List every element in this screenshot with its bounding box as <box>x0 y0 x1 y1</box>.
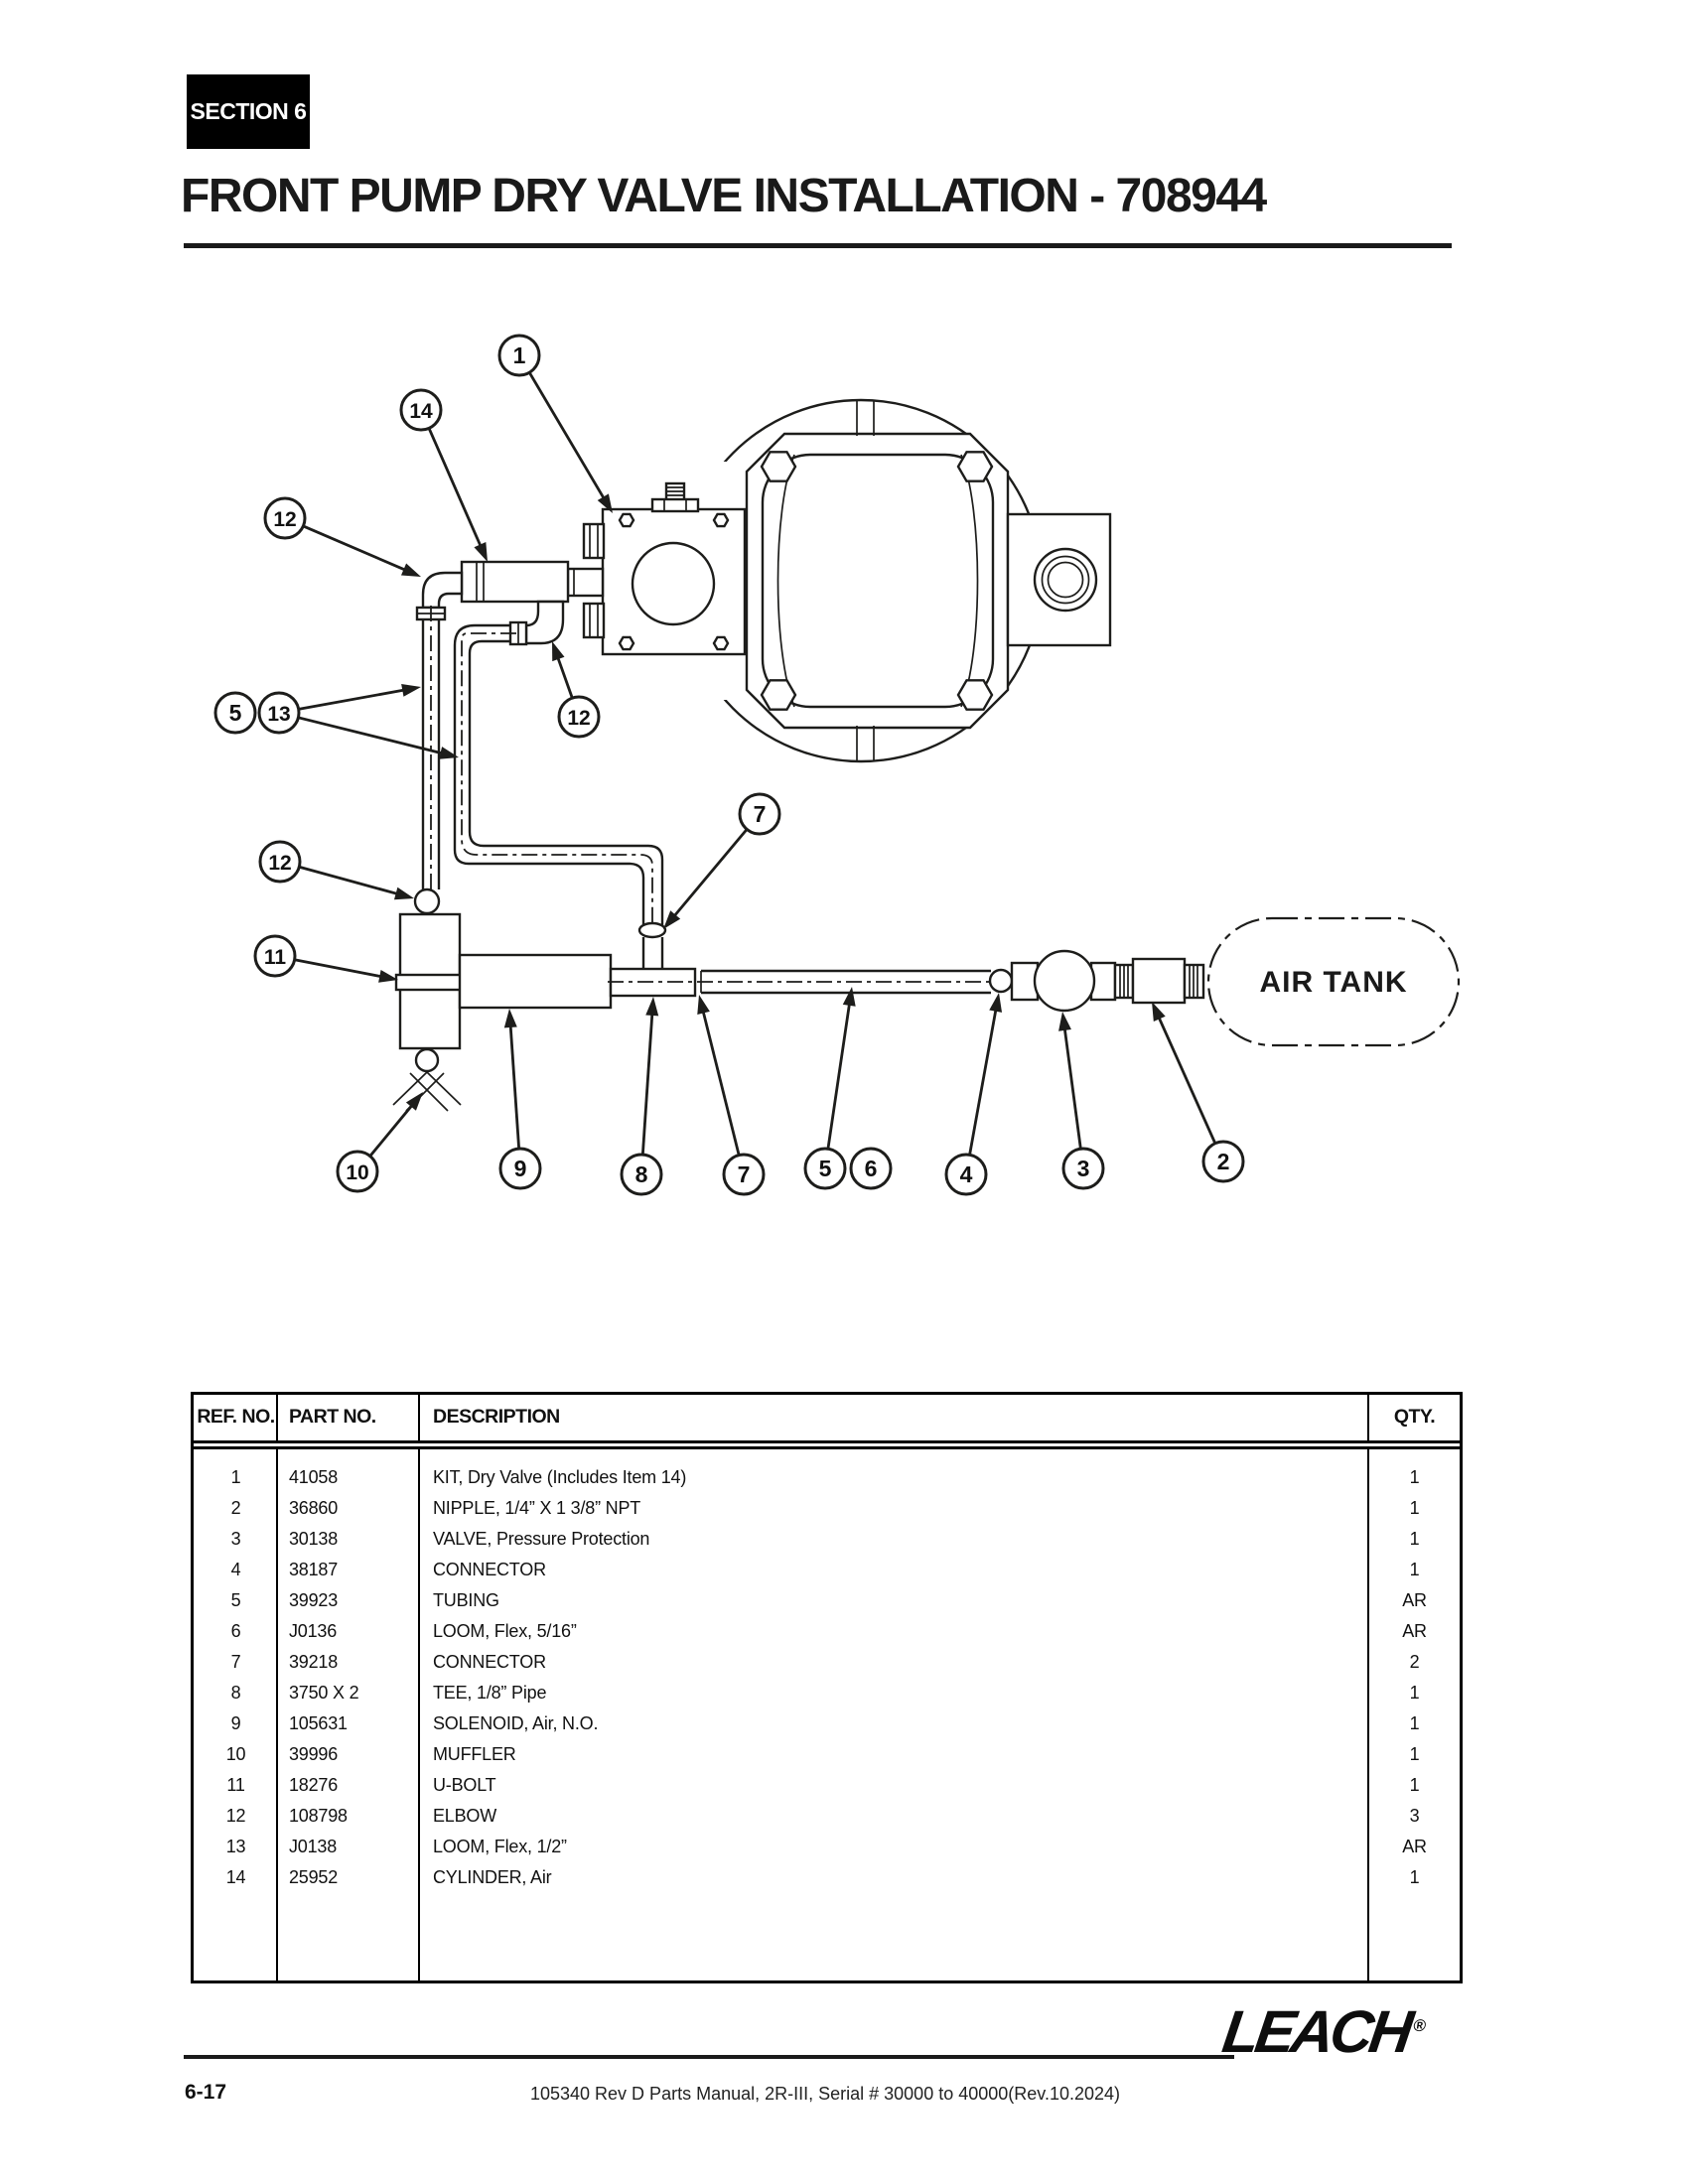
callout-number: 14 <box>409 400 433 423</box>
callout-number: 5 <box>818 1156 832 1181</box>
table-row <box>194 1832 1460 1862</box>
column-header: QTY. <box>1393 1406 1436 1428</box>
table-cell: 1 <box>1409 1498 1420 1518</box>
table-cell: 1 <box>1409 1683 1420 1703</box>
table-cell: LOOM, Flex, 1/2” <box>433 1837 567 1856</box>
table-row <box>194 1585 1460 1616</box>
leader-line <box>429 428 482 549</box>
table-cell: CONNECTOR <box>433 1652 546 1672</box>
table-cell: 11 <box>226 1775 245 1795</box>
arrowhead-icon <box>645 997 658 1016</box>
table-cell: KIT, Dry Valve (Includes Item 14) <box>433 1467 687 1487</box>
arrowhead-icon <box>989 993 1002 1013</box>
table-row <box>194 1462 1460 1493</box>
table-cell: SOLENOID, Air, N.O. <box>433 1713 599 1733</box>
table-cell: 13 <box>225 1837 246 1856</box>
registered-mark-icon: ® <box>1412 2016 1428 2035</box>
table-cell: AR <box>1402 1590 1427 1610</box>
table-cell: NIPPLE, 1/4” X 1 3/8” NPT <box>433 1498 641 1518</box>
table-cell: 8 <box>230 1683 241 1703</box>
connector-fitting <box>639 923 665 937</box>
table-cell: 25952 <box>289 1867 339 1887</box>
table-cell: 5 <box>230 1590 241 1610</box>
callout-number: 7 <box>737 1161 751 1187</box>
solenoid-coil <box>460 955 611 1008</box>
leader-line <box>642 1011 652 1155</box>
leader-line <box>510 1023 519 1149</box>
screw-hex-icon <box>620 637 633 649</box>
table-cell: 2 <box>230 1498 241 1518</box>
table-cell: J0136 <box>289 1621 338 1641</box>
table-cell: 12 <box>225 1806 246 1826</box>
callout-number: 9 <box>513 1156 527 1181</box>
table-cell: TUBING <box>433 1590 499 1610</box>
leader-line <box>529 372 606 501</box>
bolt-nut <box>652 499 698 511</box>
arrowhead-icon <box>394 887 414 900</box>
column-header: PART NO. <box>278 1395 420 1440</box>
u-bolt <box>396 975 464 990</box>
table-cell: U-BOLT <box>433 1775 496 1795</box>
table-row <box>194 1524 1460 1555</box>
callout-number: 12 <box>273 508 297 531</box>
arrowhead-icon <box>697 995 710 1015</box>
table-cell: 39218 <box>289 1652 339 1672</box>
table-cell: 36860 <box>289 1498 339 1518</box>
arrowhead-icon <box>401 684 421 697</box>
footer-rule <box>184 2055 1234 2059</box>
table-cell: 41058 <box>289 1467 339 1487</box>
brand-name: LEACH <box>1218 1998 1414 2065</box>
table-row <box>194 1678 1460 1708</box>
table-cell: VALVE, Pressure Protection <box>433 1529 650 1549</box>
table-cell: 1 <box>1409 1775 1420 1795</box>
page-number: 6-17 <box>185 2081 227 2104</box>
table-cell: 38187 <box>289 1560 339 1579</box>
table-cell: AR <box>1402 1621 1427 1641</box>
bolt-hex-icon <box>958 680 992 709</box>
arrowhead-icon <box>552 641 564 661</box>
table-cell: 14 <box>225 1867 246 1887</box>
table-cell: 10 <box>225 1744 246 1764</box>
leader-line <box>672 829 747 918</box>
table-cell: 7 <box>230 1652 241 1672</box>
table-row <box>194 1801 1460 1832</box>
table-row <box>194 1862 1460 1893</box>
table-cell: TEE, 1/8” Pipe <box>433 1683 547 1703</box>
table-row <box>194 1770 1460 1801</box>
table-cell: 18276 <box>289 1775 339 1795</box>
air-line <box>608 951 1203 1011</box>
leader-line <box>970 1007 997 1156</box>
page-title: FRONT PUMP DRY VALVE INSTALLATION - 708944 <box>181 170 1266 222</box>
callout-number: 12 <box>268 852 292 875</box>
callout-number: 11 <box>263 946 287 969</box>
table-cell: 3 <box>1409 1806 1420 1826</box>
table-cell: 2 <box>1409 1652 1420 1672</box>
parts-table-header <box>194 1395 1460 1449</box>
bolt-hex-icon <box>958 452 992 480</box>
leader-line <box>828 1001 850 1149</box>
leader-line <box>702 1009 739 1156</box>
screw-hex-icon <box>714 637 728 649</box>
bolt-hex-icon <box>762 452 795 480</box>
callout-number: 8 <box>634 1161 648 1187</box>
connector-fitting <box>990 970 1012 992</box>
table-cell: 1 <box>1409 1529 1420 1549</box>
callout-number: 4 <box>959 1161 973 1187</box>
muffler <box>416 1049 438 1071</box>
table-row <box>194 1739 1460 1770</box>
bolt-hex-icon <box>762 680 795 709</box>
arrowhead-icon <box>843 987 856 1007</box>
leader-line <box>303 526 408 572</box>
table-cell: 4 <box>230 1560 241 1579</box>
table-cell: 1 <box>1409 1560 1420 1579</box>
leader-line <box>370 1103 414 1157</box>
table-cell: 1 <box>1409 1744 1420 1764</box>
table-row <box>194 1647 1460 1678</box>
elbow-fitting <box>415 889 439 913</box>
table-cell: 3750 X 2 <box>289 1683 359 1703</box>
leader-line <box>1158 1015 1215 1144</box>
table-row <box>194 1616 1460 1647</box>
port-fitting <box>584 604 604 637</box>
table-cell: MUFFLER <box>433 1744 516 1764</box>
leader-line <box>295 960 385 978</box>
table-row <box>194 1493 1460 1524</box>
screw-hex-icon <box>714 514 728 526</box>
table-cell: 108798 <box>289 1806 348 1826</box>
arrowhead-icon <box>474 542 488 562</box>
leader-line <box>299 867 400 894</box>
footer-text: 105340 Rev D Parts Manual, 2R-III, Serial # 30000 to 40000(Rev.10.2024) <box>529 2084 1121 2104</box>
table-row <box>194 1708 1460 1739</box>
parts-table-body-wrap <box>194 1449 1460 1983</box>
arrowhead-icon <box>504 1009 517 1027</box>
solenoid-assembly <box>393 889 611 1111</box>
table-cell: 1 <box>1409 1713 1420 1733</box>
leader-line <box>299 690 408 710</box>
table-cell: 39996 <box>289 1744 339 1764</box>
table-cell: CONNECTOR <box>433 1560 546 1579</box>
table-cell: LOOM, Flex, 5/16” <box>433 1621 577 1641</box>
callout-number: 3 <box>1076 1156 1090 1181</box>
table-cell: 1 <box>1409 1467 1420 1487</box>
leader-line <box>1064 1025 1081 1149</box>
callout-number: 2 <box>1216 1149 1230 1174</box>
callout-number: 6 <box>864 1156 878 1181</box>
table-cell: AR <box>1402 1837 1427 1856</box>
table-cell: 39923 <box>289 1590 339 1610</box>
brand-logo <box>1218 1997 1430 2066</box>
arrowhead-icon <box>1058 1012 1071 1031</box>
callout-number: 10 <box>346 1161 369 1184</box>
callout-number: 7 <box>753 801 767 827</box>
column-header: DESCRIPTION <box>420 1395 1369 1440</box>
callout-number: 1 <box>512 342 526 368</box>
arrowhead-icon <box>401 564 421 577</box>
screw-hex-icon <box>620 514 633 526</box>
leader-line <box>557 654 573 698</box>
callout-number: 13 <box>267 703 291 726</box>
parts-table-body <box>194 1462 1460 1893</box>
table-cell: 30138 <box>289 1529 339 1549</box>
table-cell: CYLINDER, Air <box>433 1867 552 1887</box>
callout-number: 5 <box>228 700 242 726</box>
column-header: REF. NO. <box>194 1395 278 1440</box>
table-cell: ELBOW <box>433 1806 497 1826</box>
table-cell: 1 <box>230 1467 241 1487</box>
arrowhead-icon <box>1152 1002 1166 1022</box>
table-cell: J0138 <box>289 1837 338 1856</box>
callout-number: 12 <box>567 707 591 730</box>
table-cell: 9 <box>230 1713 241 1733</box>
section-label: SECTION 6 <box>190 98 307 124</box>
air-tank <box>1208 918 1459 1045</box>
port-fitting <box>584 524 604 558</box>
table-cell: 1 <box>1409 1867 1420 1887</box>
table-row <box>194 1555 1460 1585</box>
air-tank-label: AIR TANK <box>1259 966 1408 999</box>
pressure-protection-valve <box>1035 951 1094 1011</box>
table-cell: 105631 <box>289 1713 348 1733</box>
table-cell: 6 <box>230 1621 241 1641</box>
air-cylinder <box>462 562 603 602</box>
table-cell: 3 <box>230 1529 241 1549</box>
parts-table <box>191 1392 1463 1983</box>
